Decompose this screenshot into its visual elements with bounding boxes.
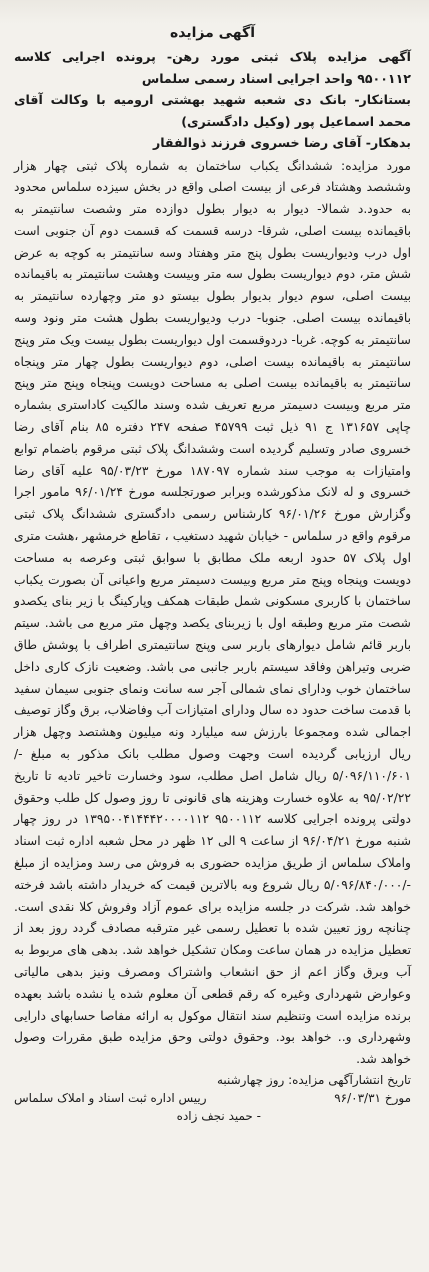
publication-date-group <box>334 1089 411 1107</box>
notice-footer <box>14 1071 411 1125</box>
publication-date-prefix: مورخ <box>384 1090 411 1105</box>
publication-label: تاریخ انتشارآگهی مزایده: روز چهارشنبه <box>216 1072 411 1087</box>
case-heading-line: آگهی مزایده پلاک ثبتی مورد رهن- پرونده اجرایی کلاسه ۹۵۰۰۱۱۲ واحد اجرایی اسناد رسمی سلماس <box>14 49 411 86</box>
notice-body: مورد مزایده: ششدانگ یکباب ساختمان به شماره پلاک ثبتی چهار هزار وششصد وهشتاد فرعی از بیست اصلی واقع در بخش سیزده سلماس محدود به حدود.د شمالا- دیوار به دیوار بطول دوازده متر وشصت سانتیمتر به باقیمانده بیست اصلی، شرقا- درسه قسمت که قسمت دوم آن جنوبی است اول درب ودیواریست بطول پنج متر وهفتاد وسه سانتیمتر به کوچه به عرض شش متر، دوم دیواریست بطول سه متر وبیست وهشت سانتیمتر به باقیمانده بیست اصلی، سوم دیوار بدیوار بطول بیستو دو متر وچهارده سانتیمتر به باقیمانده بیست اصلی. جنوبا- درب ودیواریست بطول هشت متر ونود وسه سانتیمتر به کوچه. غربا- دردوقسمت اول دیواریست بطول بیست ویک متر وپنج سانتیمتر به باقیمانده بیست اصلی، دوم دیواریست بطول چهار متر وپنجاه سانتیمتر به باقیمانده بیست اصلی به مساحت دویست وپنجاه وپنج متر وپنج متر مربع وبیست دسیمتر مربع تعریف شده وسند مالکیت کاداستری بشماره چاپی ۱۳۱۶۵۷ ج ۹۱ ذیل ثبت ۴۵۷۹۹ صفحه ۲۴۷ دفتره ۸۵ بنام آقای رضا خسروی صادر وتسلیم گردیده است وششدانگ پلاک ثبتی مرقوم باضمام توابع وامتیازات به موجب سند شماره ۱۸۷۰۹۷ مورخ ۹۵/۰۳/۲۳ علیه آقای رضا خسروی و له لانک مذکورشده وبرابر صورتجلسه مورخ ۹۶/۰۱/۲۴ مامور اجرا وگزارش مورخ ۹۶/۰۱/۲۶ کارشناس رسمی دادگستری ششدانگ پلاک ثبتی مرقوم واقع در سلماس - خیابان شهید دستغیب ، تقاطع خرمشهر ،هشت متری اول پلاک ۵۷ حدود اربعه ملک مطابق با سوابق ثبتی وعرصه به مساحت دویست وپنجاه وپنج متر مربع وبیست دسیمتر مربع واعیانی آن بصورت یکباب ساختمان با کاربری مسکونی شمل طبقات همکف وپارکینگ با زیر بنای یکصدو شصت متر مربع وطبقه اول با زیربنای یکصد وچهل متر مربع می باشد. سیتم باربر قائم شامل دیوارهای باربر سی وپنج سانتیمتری اطراف با پوشش طاق ضربی وتیراهن وفاقد سیستم باربر جانبی می باشد. وضعیت نازک کاری داخل ساختمان خوب ودارای نمای شمالی آجر سه سانت ونمای جنوبی سیمان سفید با قدمت ساخت حدود ده سال ودارای امتیازات آب وفاضلاب، برق وگاز توصیف اجمالی شده ومجموعا بارزش سه میلیارد ونه میلیون وهشتصد وچهل هزار ریال ارزیابی گردیده است وجهت وصول مطلب بانک مذکور به مبلغ -/۵/۰۹۶/۱۱۰/۶۰۱ ریال شامل اصل مطلب، سود وخسارت تاخیر تادیه تا تاریخ ۹۵/۰۲/۲۲ به علاوه خسارت وهزینه های قانونی تا روز وصول کل طلب وحقوق دولتی پرونده اجرایی کلاسه ۹۵۰۰۱۱۲ ۱۳۹۵۰۰۴۱۴۴۴۲۰۰۰۰۱۱۲ در روز چهار شنبه مورخ ۹۶/۰۴/۲۱ از ساعت ۹ الی ۱۲ ظهر در محل شعبه اداره ثبت اسناد واملاک سلماس از طریق مزایده حضوری به فروش می رسد ومزایده از مبلغ -/۵/۰۹۶/۸۴۰/۰۰۰ ریال شروع وبه بالاترین قیمت که خریدار داشته باشد فرخته خواهد شد. شرکت در جلسه مزایده برای عموم آزاد وفروش کلا نقدی است. چنانچه روز تعیین شده با تعطیل رسمی غیر مترقبه مصادف گردد روز بعد از تعطیل مزایده در همان ساعت ومکان تشکیل خواهد شد. بدهی های مربوط به آب وبرق وگاز اعم از حق انشعاب واشتراک ومصرف ونیز بدهی مالیاتی وعوارض شهرداری وغیره که رقم قطعی آن معلوم شده یا نشده باشد بعهده برنده مزایده است وتنظیم سند انتقال موکول به ارائه مفاصا حسابهای دارایی وشهرداری و.. خواهد بود. وحقوق دولتی وحق مزایده طبق مقررات وصول خواهد شد. <box>14 158 412 1067</box>
show-through-background <box>0 0 429 24</box>
publication-row <box>14 1071 411 1089</box>
publication-date: ۹۶/۰۳/۳۱ <box>334 1090 381 1105</box>
debtor-line: بدهکار- آقای رضا خسروی فرزند ذوالفقار <box>152 135 411 150</box>
signer-name: - حمید نجف زاده <box>176 1108 261 1123</box>
signature-row <box>14 1089 411 1107</box>
creditor-line: بستانکار- بانک دی شعبه شهید بهشتی ارومیه با وکالت آقای محمد اسماعیل پور (وکیل دادگستری) <box>14 92 411 129</box>
notice-title: آگهی مزایده <box>169 25 255 41</box>
signer-title: رییس اداره ثبت اسناد و املاک سلماس <box>14 1090 207 1105</box>
